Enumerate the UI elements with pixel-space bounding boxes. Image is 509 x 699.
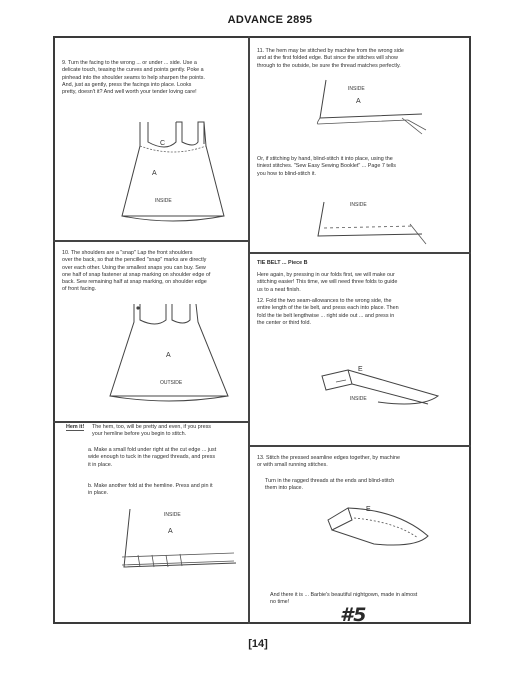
right-divider-2 <box>248 445 471 447</box>
step-11-letter-a: A <box>356 98 361 105</box>
tie-belt-intro: Here again, by pressing in our folds first, we will make our stitching easier! This time, we will need three folds to guide us to a neat finish. <box>257 272 398 293</box>
closing-text: And there it is ... Barbie's beautiful nightgown, made in almost no time! <box>270 592 418 606</box>
step-9-letter-c: C <box>160 140 166 147</box>
step-11-inside-label: INSIDE <box>348 86 365 92</box>
column-divider <box>248 36 250 624</box>
step-11-illustration <box>312 74 430 138</box>
step-9-illustration <box>118 118 228 236</box>
step-10-letter-a: A <box>166 352 171 359</box>
step-12-letter-e: E <box>358 366 363 373</box>
hem-inside-label: INSIDE <box>164 512 181 518</box>
step-10-outside-label: OUTSIDE <box>160 380 183 386</box>
left-divider-1 <box>53 240 249 242</box>
right-divider-1 <box>248 252 471 254</box>
hem-step-tag: Hem it! <box>66 424 85 430</box>
step-9-text: 9. Turn the facing to the wrong ... or under ... side. Use a delicate touch, teasing the curves and points gently. Poke a pinhead into the shoulder seams to help sharpen the points. And, just as gently, press the facings into place. Looks pretty, doesn't it? And well worth your tender loving care! <box>62 60 205 96</box>
step-10-text: 10. The shoulders are a "snap" Lap the front shoulders over the back, so that the pencilled "snap" marks are directly over each other. Using the smallest snaps you can buy. Sew one half of snap fastener at snap marking on shoulder edge of back. Sew remaining half at snap marking, on shoulder edge of front facing. <box>62 250 211 293</box>
hem-step-b-text: b. Make another fold at the hemline. Press and pin it in place. <box>88 483 213 497</box>
step-11-text: 11. The hem may be stitched by machine from the wrong side and at the first folded edge. But since the stitches will show through to the outside, be sure the thread matches perfectly. <box>257 48 404 69</box>
step-9-letter-a: A <box>152 170 157 177</box>
hem-intro-text: The hem, too, will be pretty and even, if you press your hemline before you begin to stitch. <box>92 424 211 438</box>
step-11-alt-text: Or, if stitching by hand, blind-stitch it into place, using the tiniest stitches. "Sew Easy Sewing Booklet" ... Page 7 tells you how to blind-stitch it. <box>257 156 396 177</box>
step-13-letter-e: E <box>366 506 371 513</box>
left-divider-2 <box>53 421 249 423</box>
step-11-alt-inside-label: INSIDE <box>350 202 367 208</box>
hem-step-a-text: a. Make a small fold under right at the cut edge ... just wide enough to tuck in the ragged threads, and press it in place. <box>88 447 217 468</box>
page-title: ADVANCE 2895 <box>227 14 313 26</box>
step-12-text: 12. Fold the two seam-allowances to the wrong side, the entire length of the tie belt, and press each into place. Then fold the tie belt lengthwise ... right side out ... and press in the center or third fold. <box>257 298 399 326</box>
step-12-illustration <box>318 360 448 426</box>
handwritten-number: #5 <box>340 604 367 626</box>
tie-belt-heading: TIE BELT ... Piece B <box>257 260 308 266</box>
step-13-text: 13. Stitch the pressed seamline edges together, by machine or with small running stitches. <box>257 455 400 469</box>
hem-letter-a: A <box>168 528 173 535</box>
step-11-alt-illustration <box>310 196 430 248</box>
step-12-inside-label: INSIDE <box>350 396 367 402</box>
step-13-illustration <box>318 500 438 560</box>
step-9-inside-label: INSIDE <box>155 198 172 204</box>
step-13-b-text: Turn in the ragged threads at the ends and blind-stitch them into place. <box>265 478 395 492</box>
page-number: [14] <box>248 638 268 650</box>
